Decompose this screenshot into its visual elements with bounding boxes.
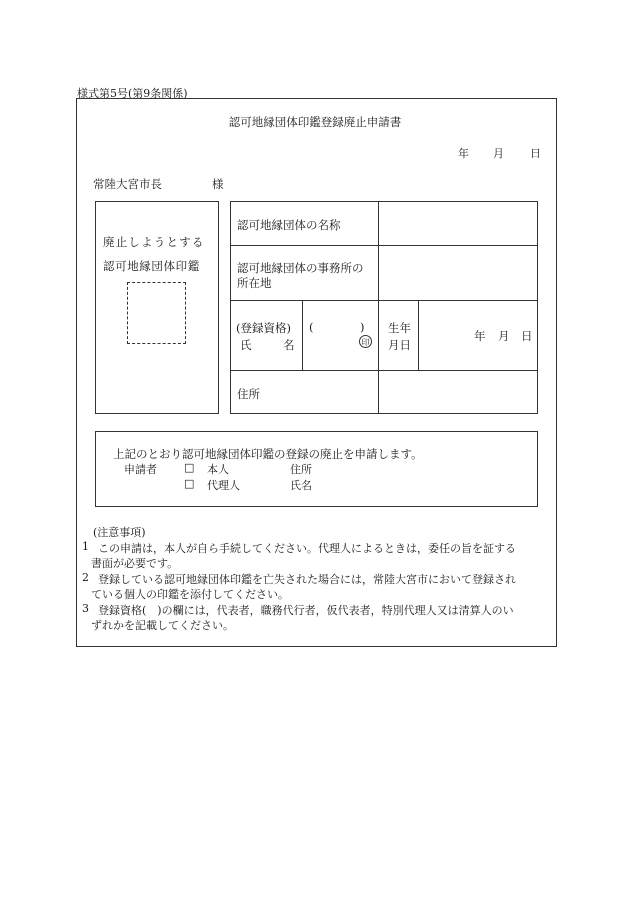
note-1-line1: この申請は，本人が自ら手続してください。代理人によるときは，委任の旨を証する: [98, 542, 516, 555]
birth-label-line2: 月日: [388, 338, 411, 352]
address-label: 住所: [237, 387, 260, 401]
table-col-divider: [302, 300, 303, 370]
note-2-line2: ている個人の印鑑を添付してください。: [91, 588, 289, 601]
name-label-right: 名: [283, 338, 295, 352]
note-3-line1: 登録資格( )の欄には，代表者，職務代行者，仮代表者，特別代理人又は清算人のい: [98, 604, 514, 617]
applicant-name-label: 氏名: [290, 479, 312, 492]
birth-day-label: 日: [521, 329, 533, 343]
application-box: [95, 431, 538, 507]
birth-month-label: 月: [498, 329, 510, 343]
applicant-address-label: 住所: [290, 463, 312, 476]
table-col-divider: [378, 201, 379, 301]
note-1-line2: 書面が必要です。: [91, 557, 179, 570]
note-2-line1: 登録している認可地縁団体印鑑を亡失された場合には，常陸大宮市において登録され: [98, 573, 516, 586]
address-value[interactable]: [380, 372, 536, 413]
date-month: [493, 145, 504, 161]
table-row-divider: [230, 300, 538, 301]
applicant-self-checkbox[interactable]: □: [184, 461, 195, 474]
table-row-divider: [230, 370, 538, 371]
addressee-honorific: 様: [212, 177, 224, 191]
date-day-label: 日: [530, 147, 541, 160]
table-col-divider: [418, 300, 419, 370]
applicant-self-label: 本人: [207, 463, 229, 476]
date-line: [458, 145, 469, 161]
applicant-agent-label: 代理人: [207, 479, 240, 492]
date-month-label: 月: [493, 147, 504, 160]
form-title: 認可地縁団体印鑑登録廃止申請書: [228, 115, 402, 129]
seal-impression-area[interactable]: [127, 282, 186, 344]
date-year-label: 年: [458, 147, 469, 160]
qualification-label: (登録資格): [236, 321, 291, 335]
table-row-divider: [230, 245, 538, 246]
seal-mark: 印: [359, 335, 372, 348]
birth-year-label: 年: [474, 329, 486, 343]
stamp-box-text-line2: 認可地縁団体印鑑: [103, 259, 200, 273]
office-address-value[interactable]: [380, 247, 536, 299]
stamp-box-text-line1: 廃止しようとする: [103, 235, 205, 249]
note-2-number: 2: [82, 571, 89, 584]
qualification-paren-close: ): [360, 320, 365, 334]
form-number-label: 様式第5号(第9条関係): [77, 87, 188, 100]
addressee-name: 常陸大宮市長: [93, 177, 162, 191]
name-label-left: 氏: [240, 338, 252, 352]
org-name-value[interactable]: [380, 203, 536, 244]
org-name-label: 認可地縁団体の名称: [237, 218, 341, 232]
note-1-number: 1: [82, 540, 89, 553]
application-statement: 上記のとおり認可地縁団体印鑑の登録の廃止を申請します。: [113, 447, 423, 461]
note-3-line2: ずれかを記載してください。: [91, 619, 234, 632]
office-label-line1: 認可地縁団体の事務所の: [237, 261, 364, 275]
table-col-divider: [378, 300, 379, 414]
applicant-label: 申請者: [124, 463, 157, 476]
date-day: [530, 145, 541, 161]
birth-label-line1: 生年: [388, 321, 411, 335]
notes-heading: (注意事項): [93, 526, 146, 539]
office-label-line2: 所在地: [237, 276, 272, 290]
qualification-paren-open: (: [309, 320, 314, 334]
applicant-agent-checkbox[interactable]: □: [184, 477, 195, 490]
note-3-number: 3: [82, 602, 89, 615]
